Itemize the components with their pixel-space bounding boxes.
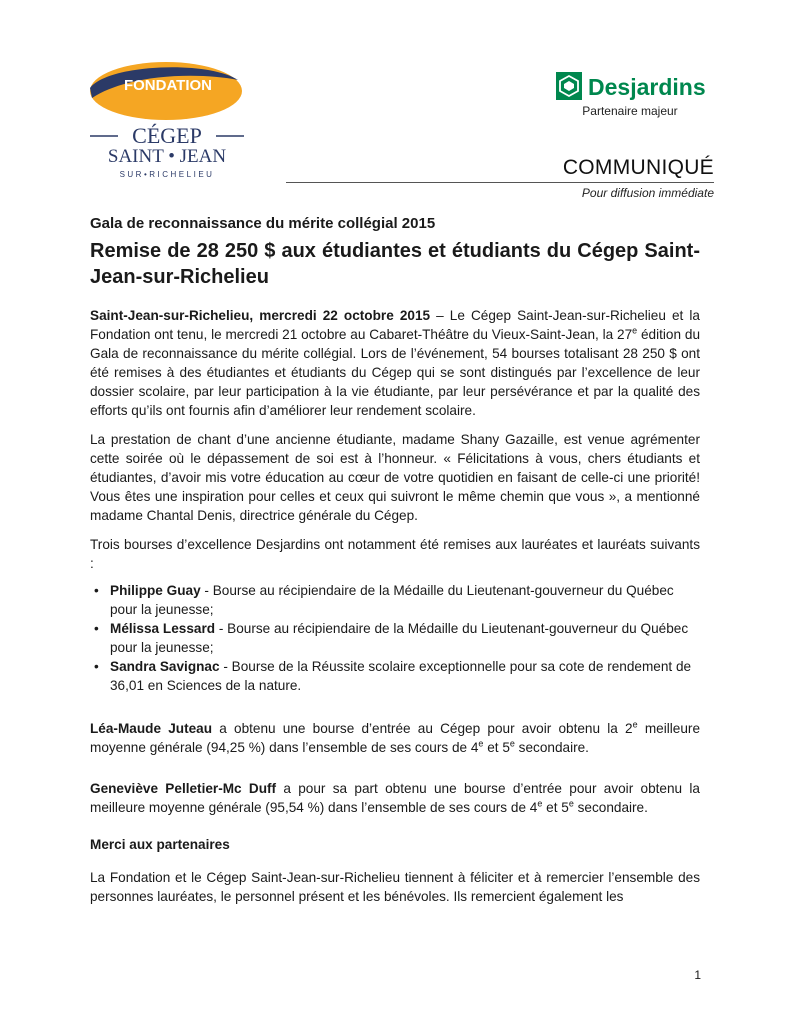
pelletier-text-a: a pour sa part obtenu une bourse d’entrée pour avoir obtenu la meilleure moyenne générale (95,54 %) dans l’ensemble de ses cours de 4 <box>90 781 700 815</box>
article-headline: Remise de 28 250 $ aux étudiantes et étudiants du Cégep Saint-Jean-sur-Richelieu <box>90 240 700 288</box>
section-heading: Merci aux partenaires <box>90 837 230 852</box>
paragraph-prestation: La prestation de chant d’une ancienne étudiante, madame Shany Gazaille, est venue agrémenter cette soirée où le dépassement de soi est à l’honneur. « Félicitations à vous, chers étudiants et étudiantes, d’avoir mis votre éducation au cœur de votre quotidien en faisant de celle-ci une priorité! Vous êtes une inspiration pour celles et ceux qui suivront le même chemin que vous », a mentionné madame Chantal Denis, directrice générale du Cégep. <box>90 432 700 523</box>
paragraph-intro <box>90 306 700 420</box>
list-item <box>90 657 700 695</box>
communique-title: COMMUNIQUÉ <box>562 156 714 179</box>
ordinal-sup: e <box>509 738 515 749</box>
laureate-text: - Bourse au récipiendaire de la Médaille du Lieutenant-gouverneur du Québec pour la jeunesse; <box>110 621 689 655</box>
header-divider <box>286 182 714 183</box>
pelletier-text-c: secondaire. <box>573 800 648 815</box>
paragraph-juteau <box>90 719 700 757</box>
dateline: Saint-Jean-sur-Richelieu, mercredi 22 octobre 2015 <box>90 308 431 323</box>
fondation-cegep-logo <box>88 58 248 180</box>
ordinal-sup: e <box>478 738 484 749</box>
intro-text-b: édition du Gala de reconnaissance du mérite collégial. Lors de l’événement, 54 bourses totalisant 28 250 $ ont été remises à des étudiantes et étudiants du Cégep qui se sont distingués par l’excellence de leur dossier scolaire, par leur participation à la vie étudiante, par leur persévérance et par la qualité des efforts qu’ils ont fournis afin d’améliorer leur rendement scolaire. <box>90 327 701 418</box>
laureate-name: Léa-Maude Juteau <box>90 721 213 736</box>
list-item <box>90 619 700 657</box>
laureate-name: Sandra Savignac <box>110 659 220 674</box>
logo-richelieu-text: SUR•RICHELIEU <box>119 170 215 179</box>
ordinal-sup: e <box>537 798 543 809</box>
laureate-name: Geneviève Pelletier-Mc Duff <box>90 781 277 796</box>
diffusion-note: Pour diffusion immédiate <box>581 186 714 200</box>
intro-text-a: – Le Cégep Saint-Jean-sur-Richelieu et la Fondation ont tenu, le mercredi 21 octobre au Cabaret-Théâtre du Vieux-Saint-Jean, la 27 <box>90 308 700 342</box>
juteau-text-c: et 5 <box>483 740 510 755</box>
laureate-text: - Bourse au récipiendaire de la Médaille du Lieutenant-gouverneur du Québec pour la jeunesse; <box>110 583 674 617</box>
article-kicker: Gala de reconnaissance du mérite collégial 2015 <box>90 215 436 232</box>
bullet-icon: • <box>94 659 99 674</box>
partner-label: Partenaire majeur <box>582 104 678 118</box>
page-number: 1 <box>694 968 701 982</box>
logo-cegep-text: CÉGEP <box>132 123 202 148</box>
juteau-text-b: meilleure moyenne générale (94,25 %) dans l’ensemble de ses cours de 4 <box>90 721 701 755</box>
desjardins-name: Desjardins <box>588 74 706 100</box>
paragraph-partenaires: La Fondation et le Cégep Saint-Jean-sur-Richelieu tiennent à féliciter et à remercier l’ensemble des personnes lauréates, le personnel présent et les bénévoles. Ils remercient également les <box>90 870 700 904</box>
logo-fondation-text: FONDATION <box>123 77 213 94</box>
paragraph-bourses: Trois bourses d’excellence Desjardins ont notamment été remises aux lauréates et lauréats suivants : <box>90 537 700 571</box>
juteau-text-d: secondaire. <box>514 740 589 755</box>
laureate-name: Mélissa Lessard <box>110 621 216 636</box>
ordinal-sup: e <box>568 798 574 809</box>
laureates-list <box>90 581 700 695</box>
ordinal-sup: e <box>632 719 638 730</box>
juteau-text-a: a obtenu une bourse d’entrée au Cégep pour avoir obtenu la 2 <box>212 721 633 736</box>
ordinal-sup: e <box>632 325 638 336</box>
article-body <box>90 214 700 916</box>
logo-saint-jean-text: SAINT • JEAN <box>107 146 227 167</box>
pelletier-text-b: et 5 <box>542 800 569 815</box>
laureate-text: - Bourse de la Réussite scolaire exceptionnelle pour sa cote de rendement de 36,01 en Sciences de la nature. <box>110 659 692 693</box>
bullet-icon: • <box>94 621 99 636</box>
list-item <box>90 581 700 619</box>
paragraph-pelletier <box>90 779 700 817</box>
laureate-name: Philippe Guay <box>110 583 201 598</box>
bullet-icon: • <box>94 583 99 598</box>
